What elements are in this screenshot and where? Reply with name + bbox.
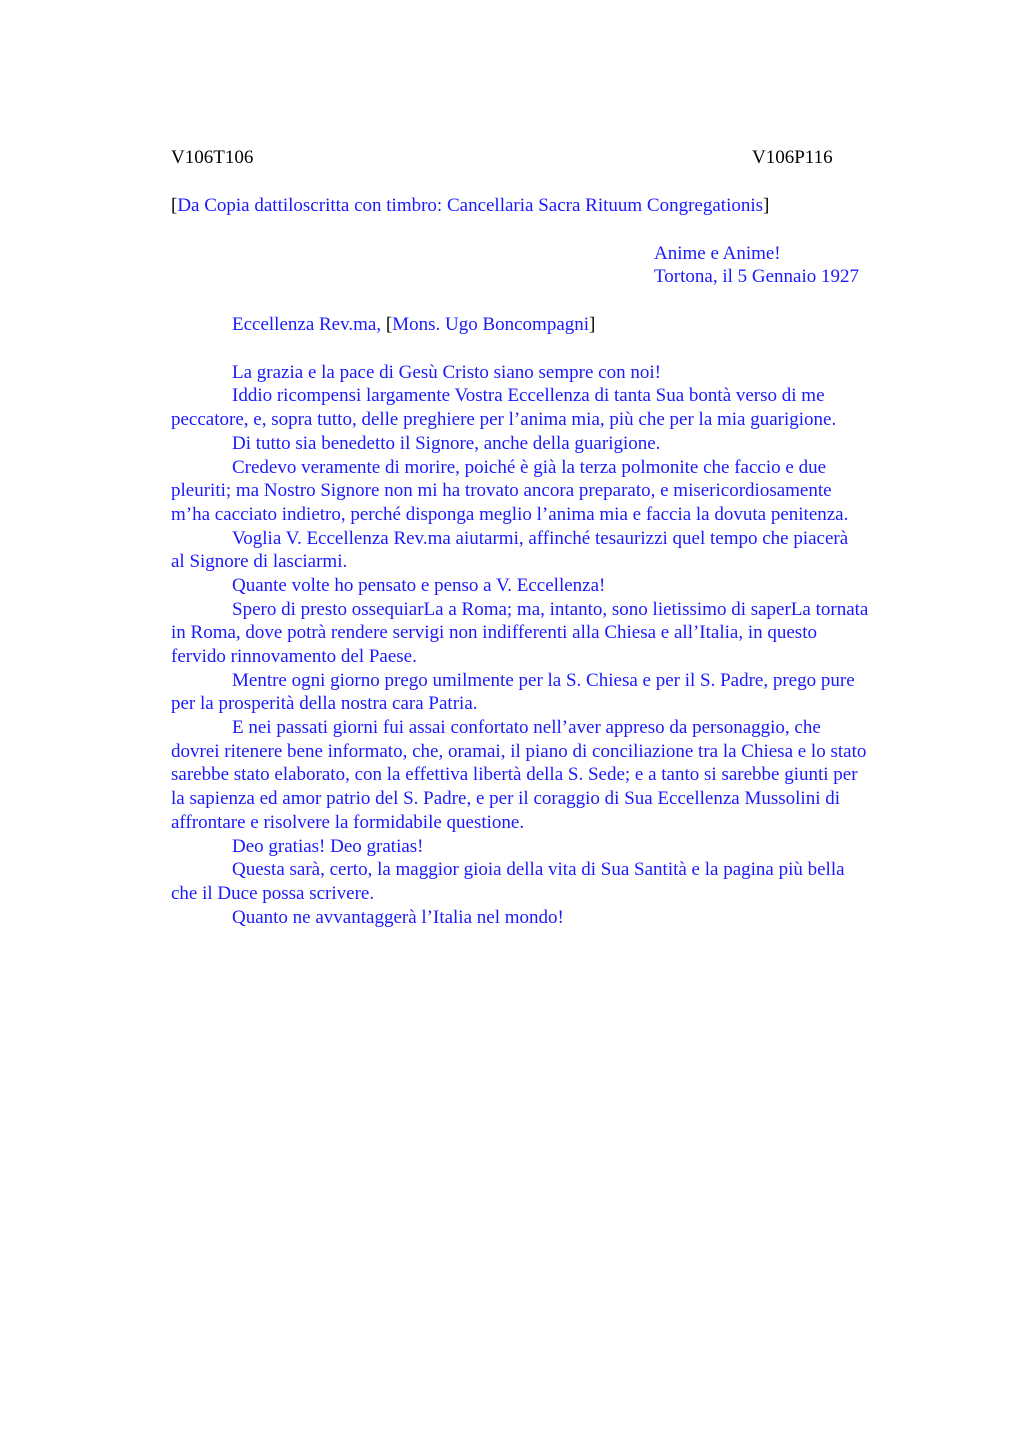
body-line: che il Duce possa scrivere. xyxy=(171,882,375,904)
body-line: per la prosperità della nostra cara Patria. xyxy=(171,693,478,715)
body-line: Credevo veramente di morire, poiché è già la terza polmonite che faccio e due xyxy=(232,456,827,478)
source-note-text: Da Copia dattiloscritta con timbro: Cancellaria Sacra Rituum Congregationis xyxy=(177,195,764,216)
letter-page xyxy=(171,146,931,929)
body-line: Quanto ne avvantaggerà l’Italia nel mondo! xyxy=(232,906,564,928)
body-line: pleuriti; ma Nostro Signore non mi ha trovato ancora preparato, e misericordiosamente xyxy=(171,480,832,502)
body-line: Quante volte ho pensato e penso a V. Eccellenza! xyxy=(232,574,606,596)
body-line: al Signore di lasciarmi. xyxy=(171,551,348,573)
body-line: Di tutto sia benedetto il Signore, anche della guarigione. xyxy=(232,432,661,454)
body-line: E nei passati giorni fui assai confortato nell’aver appreso da personaggio, che xyxy=(232,717,821,739)
place-and-date: Tortona, il 5 Gennaio 1927 xyxy=(654,266,859,288)
letter-body xyxy=(171,361,931,930)
salutation xyxy=(171,313,931,337)
volume-page-code: V106P116 xyxy=(752,147,833,168)
body-line: m’ha cacciato indietro, perché disponga meglio l’anima mia e faccia la dovuta penitenza. xyxy=(171,503,849,525)
body-line: la sapienza ed amor patrio del S. Padre, e per il coraggio di Sua Eccellenza Mussolini di xyxy=(171,788,841,810)
body-line: in Roma, dove potrà rendere servigi non indifferenti alla Chiesa e all’Italia, in questo xyxy=(171,622,817,644)
body-line: Iddio ricompensi largamente Vostra Eccellenza di tanta Sua bontà verso di me xyxy=(232,385,825,407)
body-line: Voglia V. Eccellenza Rev.ma aiutarmi, affinché tesaurizzi quel tempo che piacerà xyxy=(232,527,849,549)
body-line: affrontare e risolvere la formidabile questione. xyxy=(171,811,525,833)
source-note xyxy=(171,194,931,218)
place-date-block xyxy=(654,242,931,289)
addressee: Mons. Ugo Boncompagni xyxy=(392,314,590,336)
body-line: Spero di presto ossequiarLa a Roma; ma, intanto, sono lietissimo di saperLa tornata xyxy=(232,598,869,620)
body-line: peccatore, e, sopra tutto, delle preghiere per l’anima mia, più che per la mia guarigione. xyxy=(171,409,837,431)
document-header xyxy=(171,146,931,170)
body-line: Mentre ogni giorno prego umilmente per la S. Chiesa e per il S. Padre, prego pure xyxy=(232,669,855,691)
addressee-close-bracket: ] xyxy=(589,314,596,336)
greeting: Eccellenza Rev.ma, xyxy=(232,314,386,336)
body-line: La grazia e la pace di Gesù Cristo siano sempre con noi! xyxy=(232,361,661,383)
addressee-open-bracket: [ xyxy=(385,314,393,336)
body-line: Questa sarà, certo, la maggior gioia della vita di Sua Santità e la pagina più bella xyxy=(232,859,845,881)
source-open-bracket: [ xyxy=(171,195,178,216)
body-line: fervido rinnovamento del Paese. xyxy=(171,646,417,667)
volume-text-code: V106T106 xyxy=(171,147,254,168)
motto: Anime e Anime! xyxy=(654,242,781,264)
body-line: dovrei ritenere bene informato, che, oramai, il piano di conciliazione tra la Chiesa e lo stato xyxy=(171,740,867,762)
body-line: Deo gratias! Deo gratias! xyxy=(232,835,424,857)
body-line: sarebbe stato elaborato, con la effettiva libertà della S. Sede; e a tanto si sarebbe giunti per xyxy=(171,764,858,786)
source-close-bracket: ] xyxy=(763,195,770,216)
